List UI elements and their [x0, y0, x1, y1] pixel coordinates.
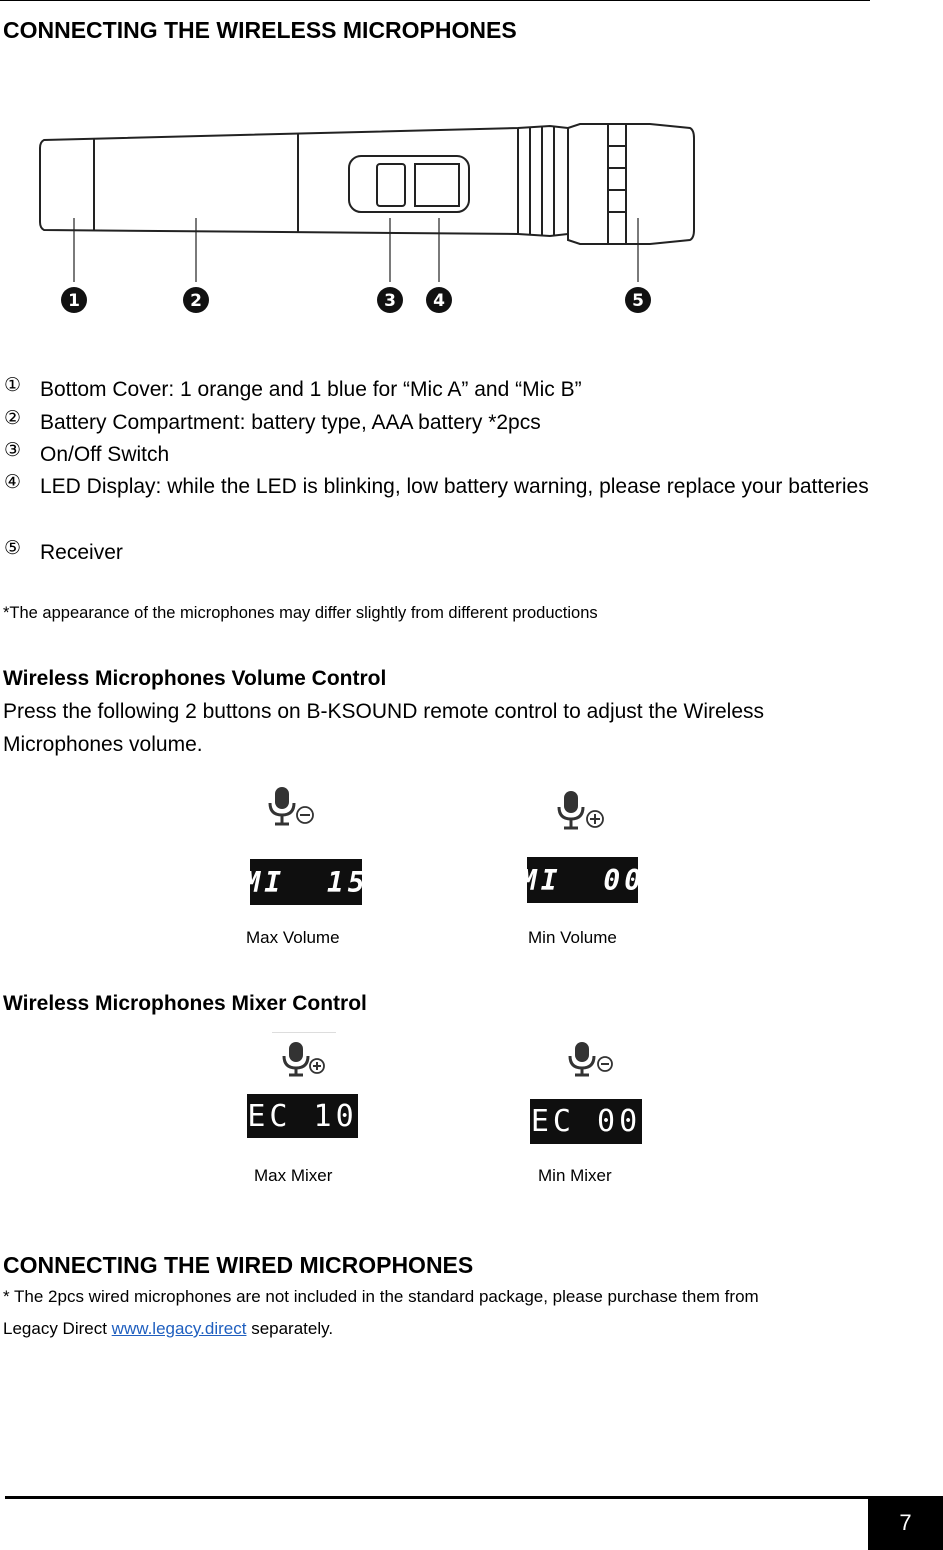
- mic-plus-icon: [280, 1040, 332, 1080]
- volume-min-display: [519, 857, 646, 903]
- mixer-max-label: Max Mixer: [254, 1166, 333, 1185]
- wired-note-line1: * The 2pcs wired microphones are not included in the standard package, please purchase them from: [3, 1287, 759, 1306]
- callout-1-label: 1: [68, 291, 80, 311]
- microphone-diagram: [30, 118, 710, 328]
- mixer-min-display-text: EC 00: [530, 1104, 642, 1139]
- part-number: ③: [4, 439, 22, 461]
- part-text: Receiver: [40, 541, 123, 564]
- wired-note-line2: [3, 1319, 333, 1339]
- part-number: ④: [4, 471, 22, 493]
- callout-4-label: 4: [433, 291, 445, 311]
- callout-5-label: 5: [632, 291, 644, 311]
- volume-max-label: Max Volume: [246, 928, 340, 947]
- volume-description: Press the following 2 buttons on B-KSOUND remote control to adjust the Wireless Microphones volume.: [3, 700, 765, 756]
- callout-3-label: 3: [384, 291, 396, 311]
- page-number: 7: [868, 1496, 943, 1550]
- mic-plus-icon: [555, 789, 609, 833]
- volume-min-display-text: MI 00: [519, 863, 646, 897]
- mic-minus-icon: [566, 1040, 618, 1080]
- mixer-title: Wireless Microphones Mixer Control: [3, 992, 367, 1015]
- section-title-wired: CONNECTING THE WIRED MICROPHONES: [3, 1252, 474, 1278]
- wired-note-suffix: separately.: [246, 1319, 334, 1338]
- part-number: ①: [4, 374, 22, 396]
- part-text: LED Display: while the LED is blinking, low battery warning, please replace your batteries: [40, 475, 869, 498]
- volume-title: Wireless Microphones Volume Control: [3, 667, 387, 690]
- part-text: Bottom Cover: 1 orange and 1 blue for “Mic A” and “Mic B”: [40, 378, 582, 401]
- footer-rule: [5, 1496, 868, 1499]
- part-number: ②: [4, 407, 22, 429]
- wired-note-prefix: Legacy Direct: [3, 1319, 112, 1338]
- mic-minus-icon: [266, 785, 318, 829]
- callout-2-label: 2: [190, 291, 202, 311]
- mixer-max-display-text: EC 10: [247, 1098, 358, 1134]
- appearance-note: *The appearance of the microphones may differ slightly from different productions: [3, 604, 598, 622]
- mixer-min-display: [530, 1099, 642, 1144]
- volume-min-label: Min Volume: [528, 928, 617, 947]
- mixer-min-label: Min Mixer: [538, 1166, 612, 1185]
- part-text: Battery Compartment: battery type, AAA battery *2pcs: [40, 411, 541, 434]
- section-title-wireless: CONNECTING THE WIRELESS MICROPHONES: [3, 17, 517, 43]
- top-rule: [0, 0, 870, 1]
- part-number: ⑤: [4, 537, 22, 559]
- divider: [272, 1032, 336, 1033]
- volume-max-display: [243, 859, 369, 905]
- part-text: On/Off Switch: [40, 443, 170, 466]
- legacy-direct-link[interactable]: www.legacy.direct: [111, 1319, 247, 1338]
- volume-max-display-text: MI 15: [243, 865, 369, 899]
- mixer-max-display: [247, 1094, 358, 1138]
